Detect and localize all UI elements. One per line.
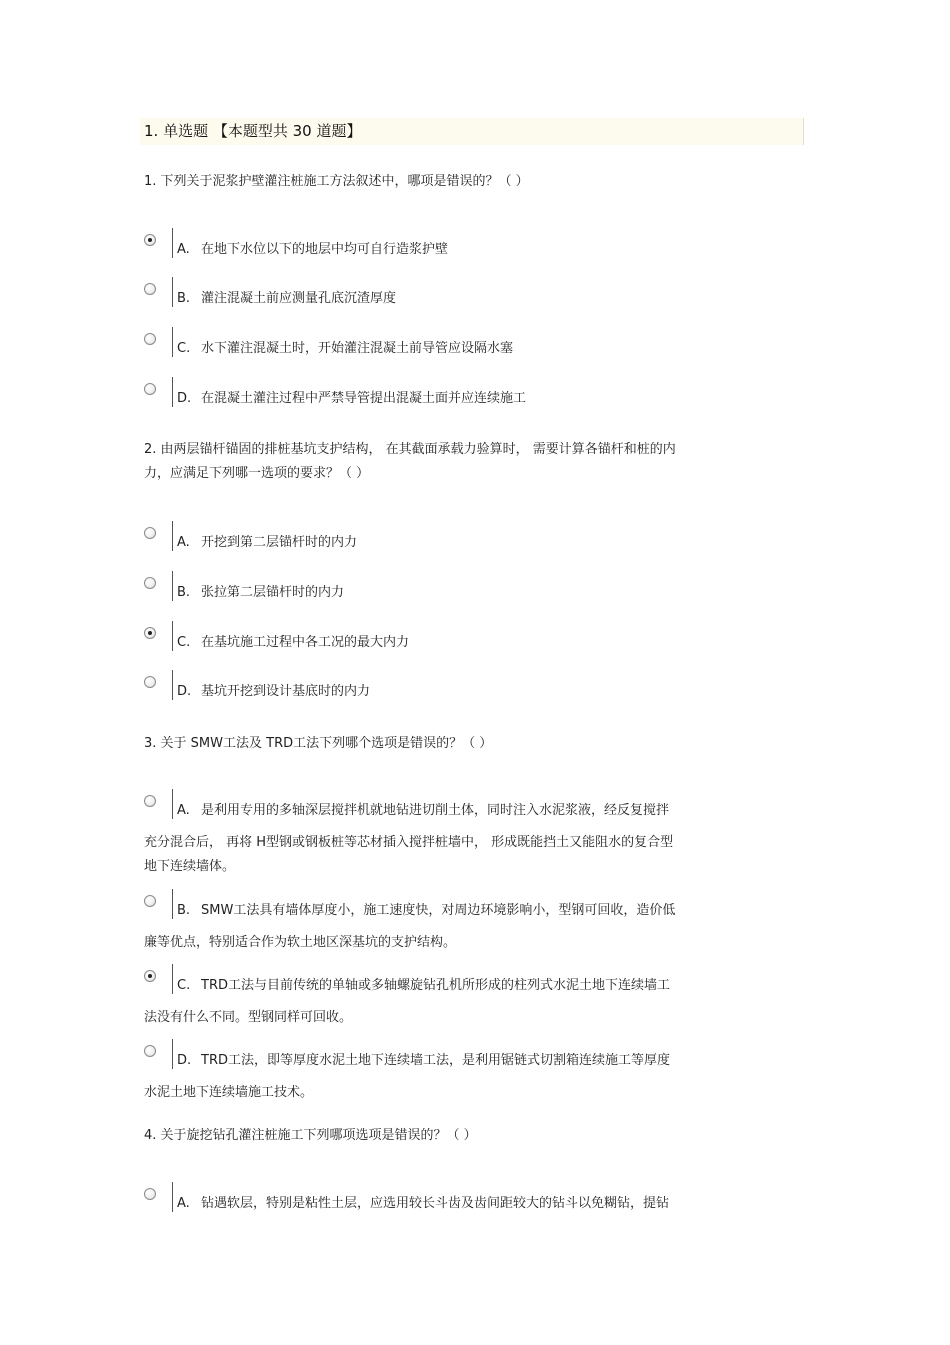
option-letter: C.	[177, 341, 191, 356]
divider	[172, 277, 173, 307]
option-text: 开挖到第二层锚杆时的内力	[201, 535, 358, 550]
option-letter: D.	[177, 391, 192, 406]
option-text: 在基坑施工过程中各工况的最大内力	[201, 635, 410, 650]
divider	[172, 1182, 173, 1212]
option-letter: D.	[177, 1053, 192, 1068]
divider	[172, 377, 173, 407]
option-text-continued: 充分混合后， 再将 H型钢或钢板桩等芯材插入搅拌桩墙中， 形成既能挡土又能阻水的复合型	[144, 835, 674, 850]
divider	[172, 571, 173, 601]
divider	[172, 1039, 173, 1069]
option-text-continued: 水泥土地下连续墙施工技术。	[144, 1085, 314, 1100]
option-letter: A.	[177, 535, 190, 550]
stem-line: 1. 下列关于泥浆护壁灌注桩施工方法叙述中，哪项是错误的？（ ）	[144, 174, 529, 189]
option-text: 钻遇软层，特别是粘性土层，应选用较长斗齿及齿间距较大的钻斗以免糊钻，提钻	[201, 1196, 670, 1211]
option-letter: C.	[177, 635, 191, 650]
radio-button[interactable]	[144, 383, 156, 395]
radio-button-checked[interactable]	[144, 627, 156, 639]
section-title: 1. 单选题 【本题型共 30 道题】	[144, 122, 362, 140]
option-text-continued: 法没有什么不同。型钢同样可回收。	[144, 1010, 353, 1025]
divider	[172, 889, 173, 919]
option-text: 张拉第二层锚杆时的内力	[201, 585, 345, 600]
radio-button[interactable]	[144, 1188, 156, 1200]
option-text: 在混凝土灌注过程中严禁导管提出混凝土面并应连续施工	[201, 391, 527, 406]
stem-line: 力，应满足下列哪一选项的要求？（ ）	[144, 466, 370, 481]
stem-line: 2. 由两层锚杆锚固的排桩基坑支护结构， 在其截面承载力验算时， 需要计算各锚杆和桩的内	[144, 442, 676, 457]
divider	[172, 228, 173, 258]
section-header	[140, 118, 804, 145]
option-text: 灌注混凝土前应测量孔底沉渣厚度	[201, 291, 397, 306]
radio-button[interactable]	[144, 577, 156, 589]
divider	[172, 621, 173, 651]
option-letter: B.	[177, 585, 191, 600]
option-text-continued: 廉等优点，特别适合作为软土地区深基坑的支护结构。	[144, 935, 457, 950]
stem-line: 4. 关于旋挖钻孔灌注桩施工下列哪项选项是错误的？（ ）	[144, 1128, 477, 1143]
divider	[172, 670, 173, 700]
question-stem	[144, 1124, 794, 1148]
divider	[172, 327, 173, 357]
option-text-continued: 地下连续墙体。	[144, 859, 236, 874]
stem-line: 3. 关于 SMW工法及 TRD工法下列哪个选项是错误的？（ ）	[144, 736, 493, 751]
option-text: 在地下水位以下的地层中均可自行造浆护壁	[201, 242, 449, 257]
option-letter: A.	[177, 1196, 190, 1211]
option-text: 基坑开挖到设计基底时的内力	[201, 684, 371, 699]
option-text: TRD工法，即等厚度水泥土地下连续墙工法，是利用锯链式切割箱连续施工等厚度	[201, 1053, 670, 1068]
option-text: 是利用专用的多轴深层搅拌机就地钻进切削土体，同时注入水泥浆液，经反复搅拌	[201, 803, 670, 818]
radio-button-checked[interactable]	[144, 234, 156, 246]
option-letter: B.	[177, 903, 191, 918]
radio-button[interactable]	[144, 527, 156, 539]
radio-button[interactable]	[144, 333, 156, 345]
option-letter: B.	[177, 291, 191, 306]
option-text: TRD工法与目前传统的单轴或多轴螺旋钻孔机所形成的柱列式水泥土地下连续墙工	[201, 978, 670, 993]
option-text: 水下灌注混凝土时，开始灌注混凝土前导管应设隔水塞	[201, 341, 514, 356]
option-letter: A.	[177, 803, 190, 818]
option-text: SMW工法具有墙体厚度小，施工速度快，对周边环境影响小，型钢可回收，造价低	[201, 903, 676, 918]
question-stem	[144, 438, 794, 486]
radio-button[interactable]	[144, 676, 156, 688]
option-letter: D.	[177, 684, 192, 699]
radio-button[interactable]	[144, 283, 156, 295]
divider	[172, 521, 173, 551]
question-stem	[144, 732, 794, 756]
divider	[172, 789, 173, 819]
radio-button[interactable]	[144, 795, 156, 807]
option-letter: A.	[177, 242, 190, 257]
radio-button[interactable]	[144, 895, 156, 907]
question-stem	[144, 170, 794, 194]
divider	[172, 964, 173, 994]
option-letter: C.	[177, 978, 191, 993]
radio-button[interactable]	[144, 1045, 156, 1057]
radio-button-checked[interactable]	[144, 970, 156, 982]
